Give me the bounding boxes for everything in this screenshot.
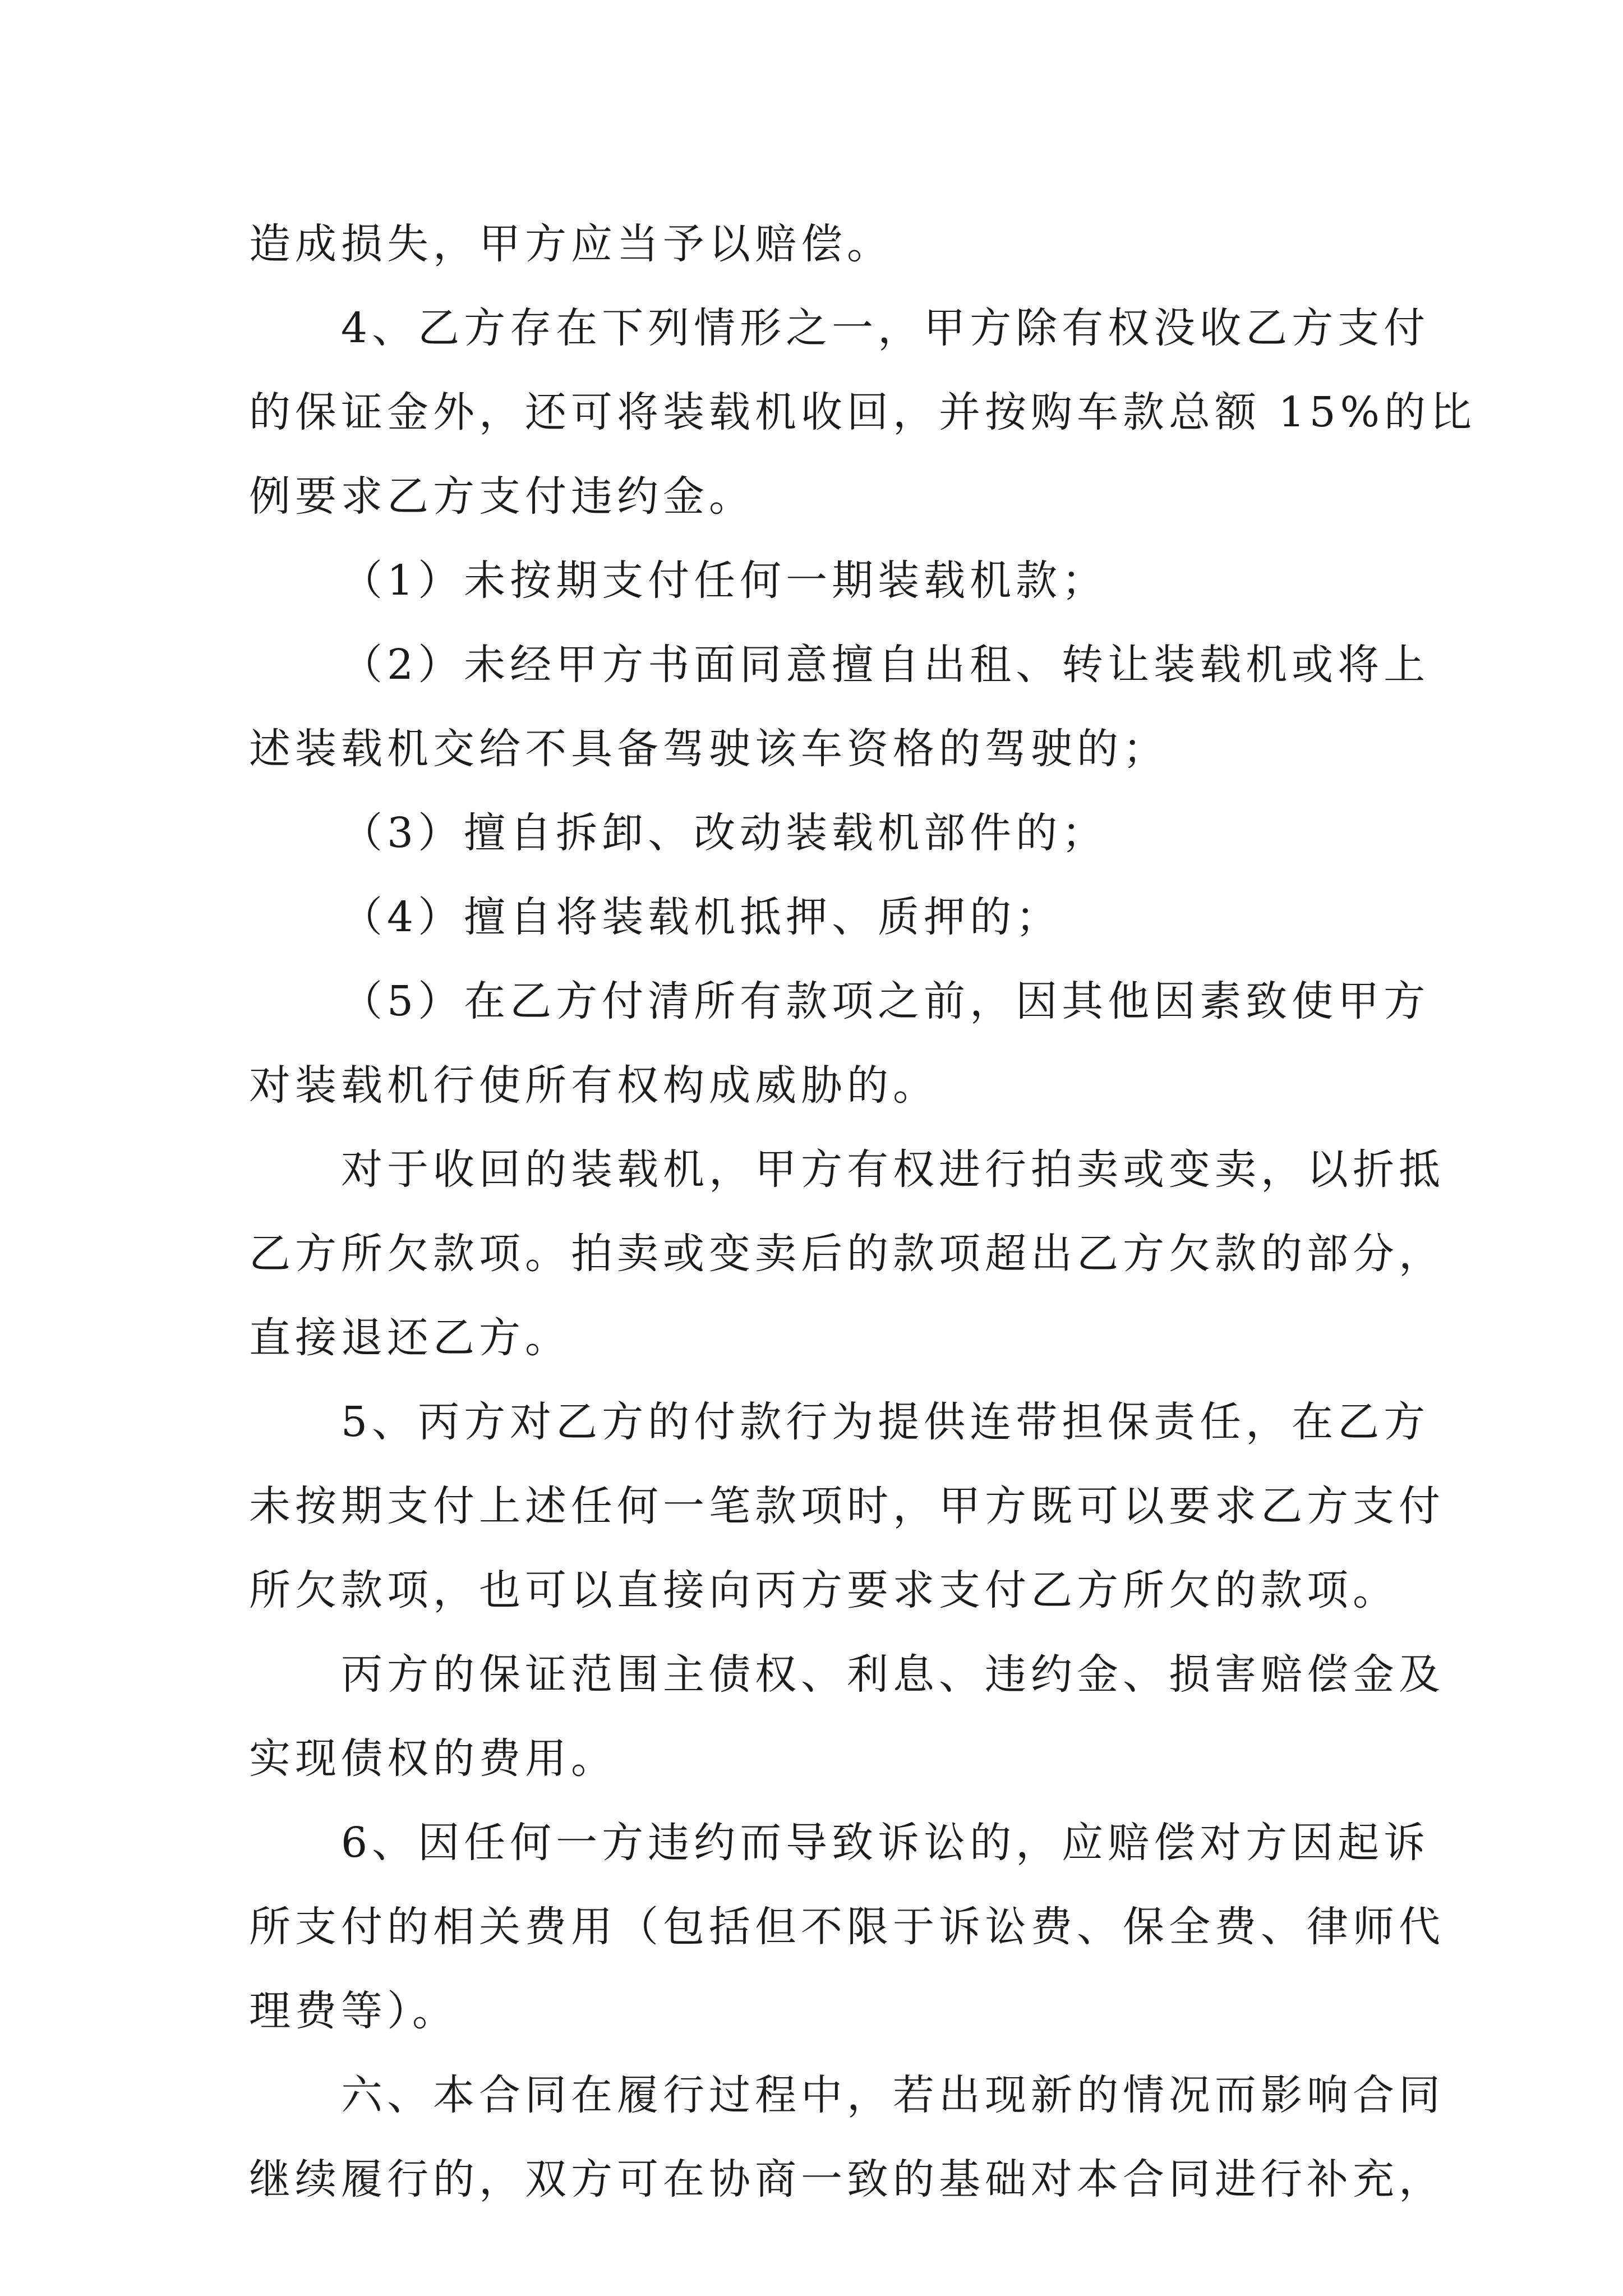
text-line: 继续履行的，双方可在协商一致的基础对本合同进行补充， (249, 2155, 1445, 2203)
text-line: 实现债权的费用。 (249, 1734, 617, 1783)
text-line: 造成损失，甲方应当予以赔偿。 (249, 220, 893, 268)
text-line: 述装载机交给不具备驾驶该车资格的驾驶的； (249, 725, 1169, 773)
list-item: （5）在乙方付清所有款项之前，因其他因素致使甲方 (341, 977, 1430, 1025)
text-line: 对装载机行使所有权构成威胁的。 (249, 1061, 939, 1110)
text-line: 未按期支付上述任何一笔款项时，甲方既可以要求乙方支付 (249, 1482, 1445, 1530)
text-line: 6、因任何一方违约而导致诉讼的，应赔偿对方因起诉 (341, 1819, 1430, 1867)
text-line: 所支付的相关费用（包括但不限于诉讼费、保全费、律师代 (249, 1903, 1445, 1951)
text-line: 的保证金外，还可将装载机收回，并按购车款总额 15%的比 (249, 388, 1476, 436)
text-line: 5、丙方对乙方的付款行为提供连带担保责任，在乙方 (341, 1398, 1430, 1446)
list-item: （4）擅自将装载机抵押、质押的； (341, 893, 1062, 941)
text-line: 直接退还乙方。 (249, 1314, 571, 1362)
text-line: 理费等）。 (249, 1987, 458, 2035)
text-line: 丙方的保证范围主债权、利息、违约金、损害赔偿金及 (341, 1650, 1445, 1699)
list-item: （1）未按期支付任何一期装载机款； (341, 556, 1108, 605)
text-line: 4、乙方存在下列情形之一，甲方除有权没收乙方支付 (341, 304, 1430, 352)
list-item: （3）擅自拆卸、改动装载机部件的； (341, 809, 1108, 857)
text-line: 对于收回的装载机，甲方有权进行拍卖或变卖，以折抵 (341, 1145, 1445, 1194)
list-item: （2）未经甲方书面同意擅自出租、转让装载机或将上 (341, 641, 1430, 689)
document-body (249, 202, 1476, 2221)
text-line: 乙方所欠款项。拍卖或变卖后的款项超出乙方欠款的部分， (249, 1230, 1445, 1278)
text-line: 例要求乙方支付违约金。 (249, 472, 755, 521)
text-line: 所欠款项，也可以直接向丙方要求支付乙方所欠的款项。 (249, 1566, 1399, 1614)
text-line: 六、本合同在履行过程中，若出现新的情况而影响合同 (341, 2071, 1445, 2119)
